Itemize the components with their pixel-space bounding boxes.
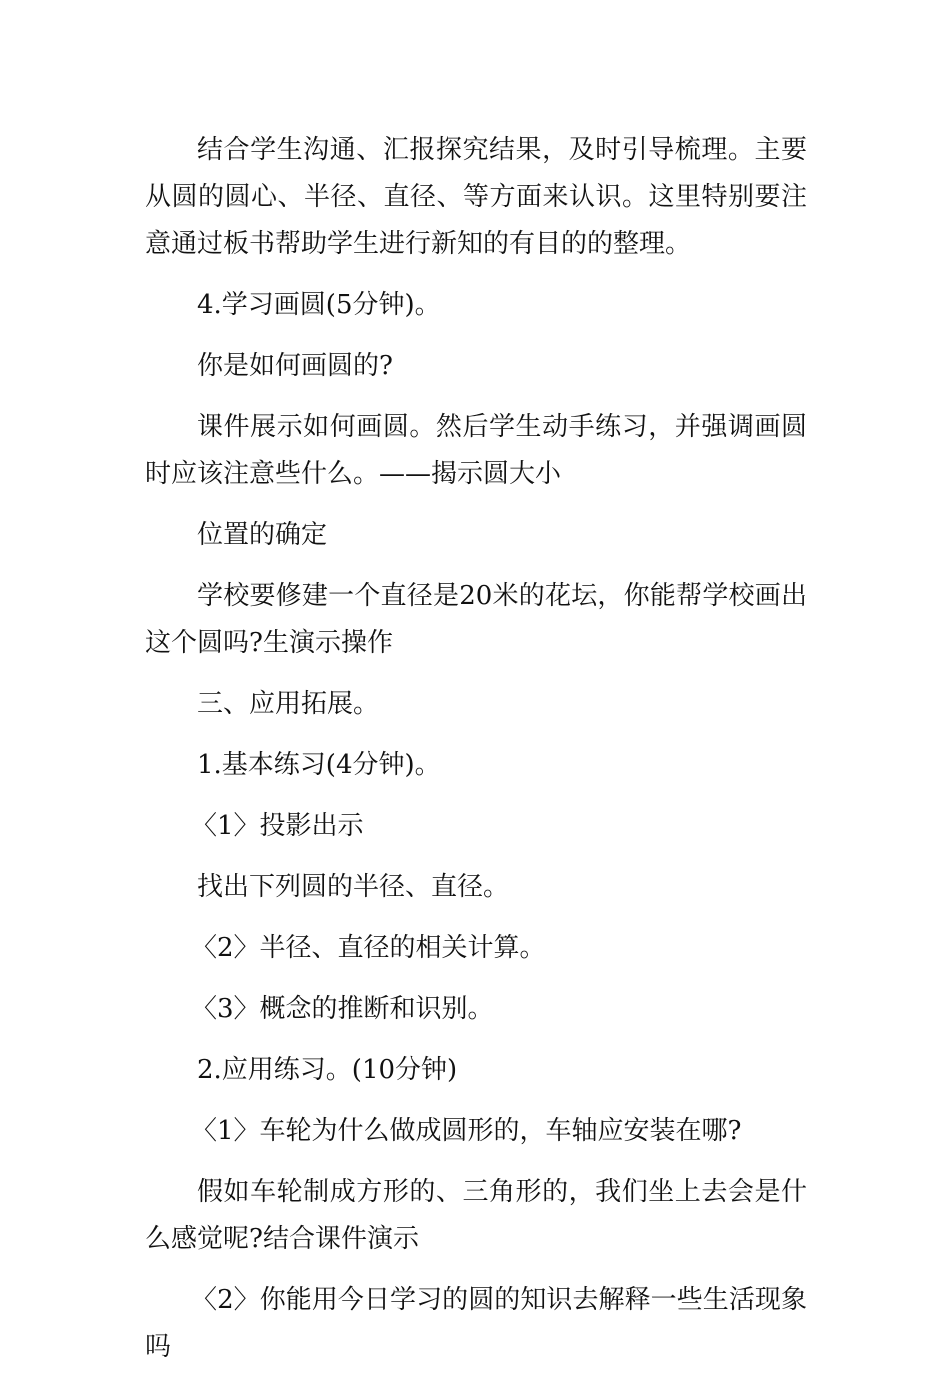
paragraph: 课件展示如何画圆。然后学生动手练习，并强调画圆时应该注意些什么。——揭示圆大小 [145,412,807,489]
paragraph: 结合学生沟通、汇报探究结果，及时引导梳理。主要从圆的圆心、半径、直径、等方面来认识。这里特别要注意通过板书帮助学生进行新知的有目的的整理。 [145,135,807,259]
paragraph: 1.基本练习(4分钟)。 [197,750,441,780]
list-item: 〈2〉半径、直径的相关计算。 [191,933,546,963]
paragraph: 假如车轮制成方形的、三角形的，我们坐上去会是什么感觉呢?结合课件演示 [145,1177,807,1254]
document-body [145,127,807,1385]
paragraph: 你是如何画圆的? [197,351,393,381]
paragraph: 找出下列圆的半径、直径。 [197,872,510,902]
list-item: 〈1〉车轮为什么做成圆形的，车轴应安装在哪? [191,1116,742,1146]
list-item: 〈3〉概念的推断和识别。 [191,994,494,1024]
paragraph: 位置的确定 [197,520,328,550]
section-heading: 三、应用拓展。 [197,689,380,719]
paragraph: 学校要修建一个直径是20米的花坛，你能帮学校画出这个圆吗?生演示操作 [145,581,807,658]
list-item: 〈2〉你能用今日学习的圆的知识去解释一些生活现象吗 [145,1285,807,1362]
paragraph: 2.应用练习。(10分钟) [197,1055,458,1085]
paragraph: 4.学习画圆(5分钟)。 [197,290,441,320]
list-item: 〈1〉投影出示 [191,811,364,841]
